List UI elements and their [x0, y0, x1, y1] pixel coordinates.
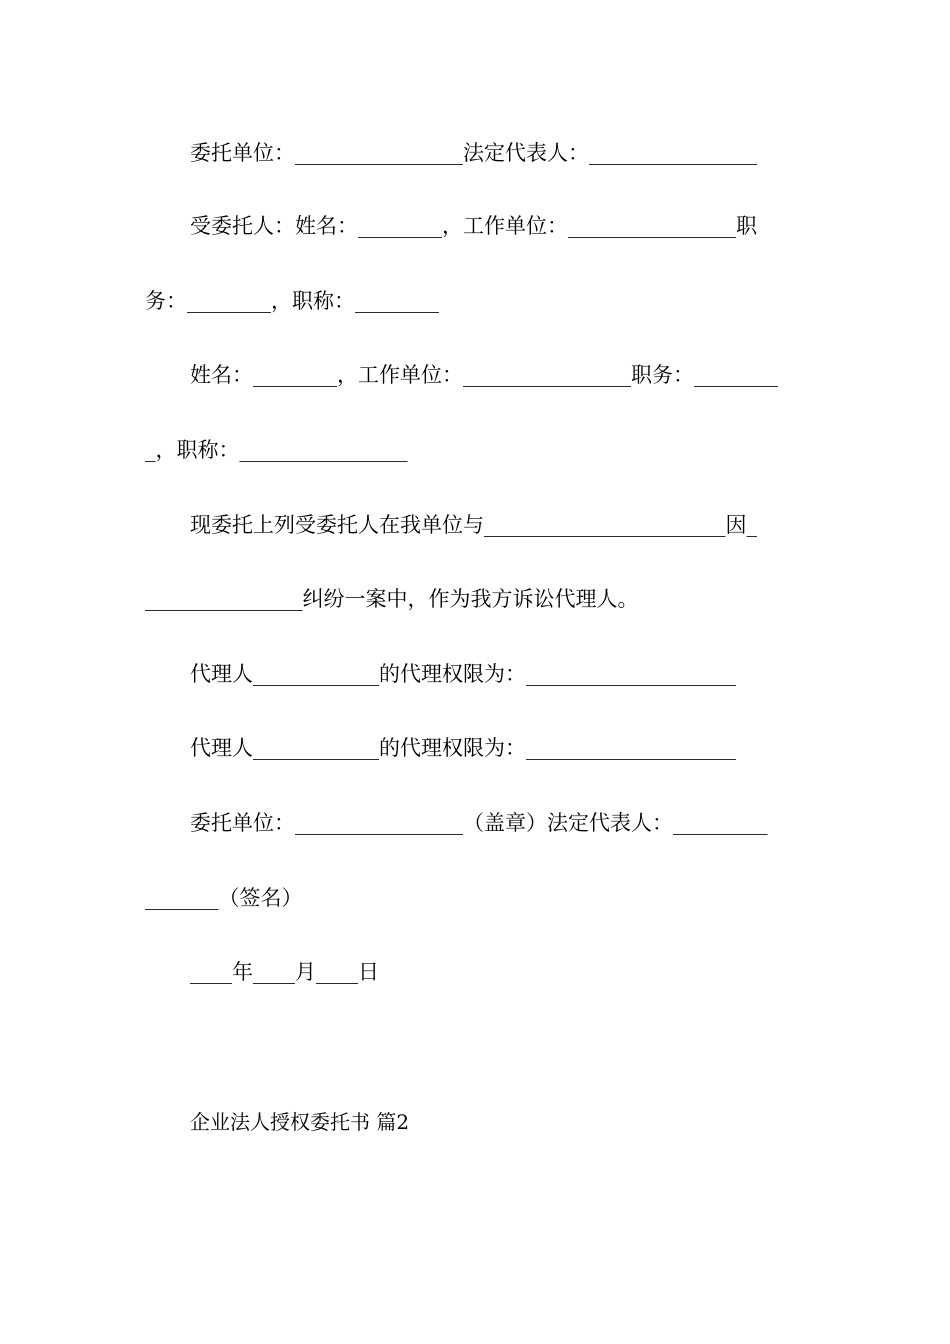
entrustment-continued-line: _______________纠纷一案中，作为我方诉讼代理人。 — [145, 587, 639, 611]
agent-info-continued-line: 务：________，职称：________ — [145, 289, 439, 313]
seal-signature-line: 委托单位：________________（盖章）法定代表人：_________ — [190, 811, 768, 835]
entrustment-line: 现委托上列受委托人在我单位与_______________________因_ — [190, 513, 757, 537]
signature-continued-line: _______（签名） — [145, 886, 303, 910]
second-agent-line: 姓名：________，工作单位：________________职务：________ — [190, 363, 778, 387]
agent-authority-line-2: 代理人____________的代理权限为：____________________ — [190, 736, 736, 760]
agent-info-line: 受委托人：姓名：________，工作单位：________________职 — [190, 214, 757, 238]
section-heading: 企业法人授权委托书 篇2 — [190, 1110, 410, 1134]
principal-unit-line: 委托单位：________________法定代表人：________________ — [190, 141, 757, 165]
second-agent-continued-line: _，职称：________________ — [145, 438, 408, 462]
agent-authority-line-1: 代理人____________的代理权限为：____________________ — [190, 662, 736, 686]
date-line: ____年____月____日 — [190, 960, 379, 984]
